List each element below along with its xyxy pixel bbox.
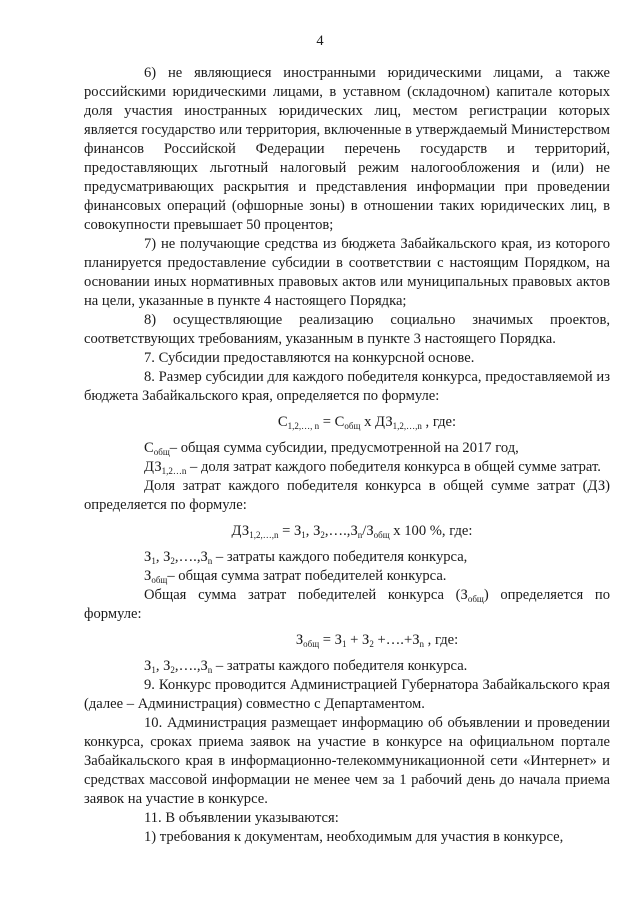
formula-subsidy: $С_{1,2,\dots, n} = С_{общ}$ х $ДЗ_{1,2,\dots,n}$ , где: xyxy=(277,414,457,431)
paragraph-clause-8: 8. Размер субсидии для каждого победителя конкурса, предоставляемой из бюджета Забайкальского края, определяется по формуле: xyxy=(84,369,610,404)
formula-total-costs: $З_{общ} = З_1 + З_2$ $+\dots.+З_n$ , где: xyxy=(295,632,459,649)
paragraph-list-item-1: 1) требования к документам, необходимым для участия в конкурсе, xyxy=(144,829,564,845)
definition-dz: $ДЗ_{1,2\dots n}$ – доля затрат каждого победителя конкурса в общей сумме затрат. xyxy=(144,459,601,476)
paragraph-clause-7: 7. Субсидии предоставляются на конкурсной основе. xyxy=(144,350,475,366)
document-body xyxy=(84,64,610,847)
definition-z-list-2: $З_1$, $З_2,\dots.,З_n$ – затраты каждого победителя конкурса. xyxy=(144,658,468,675)
paragraph-dz-intro: Доля затрат каждого победителя конкурса в общей сумме затрат (ДЗ) определяется по формуле: xyxy=(84,478,610,513)
paragraph-clause-11: 11. В объявлении указываются: xyxy=(144,810,339,826)
paragraph-z-total-intro: Общая сумма затрат победителей конкурса $(З_{общ})$ определяется по формуле: xyxy=(84,587,610,622)
page-number: 4 xyxy=(316,33,324,49)
paragraph-item-7: 7) не получающие средства из бюджета Забайкальского края, из которого планируется предоставление субсидии в соответствии с настоящим Порядком, на основании иных нормативных правовых актов или муниципальных правовых актов на цели, указанные в пункте 4 настоящего Порядка; xyxy=(84,236,610,309)
paragraph-item-8: 8) осуществляющие реализацию социально значимых проектов, соответствующих требованиям, указанным в пункте 3 настоящего Порядка. xyxy=(84,312,610,347)
paragraph-item-6: 6) не являющиеся иностранными юридическими лицами, а также российскими юридическими лицами, в уставном (складочном) капитале которых доля участия иностранных юридических лиц, местом регистрации которых является государство или территория, включенные в утверждаемый Министерством финансов Российской Федерации перечень государств и территорий, предоставляющих льготный налоговый режим налогообложения и (или) не предусматривающих раскрытия и представления информации при проведении финансовых операций (офшорные зоны) в отношении таких юридических лиц, в совокупности превышает 50 процентов; xyxy=(84,65,610,233)
paragraph-clause-10: 10. Администрация размещает информацию об объявлении и проведении конкурса, сроках приема заявок на участие в конкурсе на официальном портале Забайкальского края в информационно-телекоммуникационной сети «Интернет» и средствах массовой информации не менее чем за 1 рабочий день до начала приема заявок на участие в конкурсе. xyxy=(84,715,610,807)
definition-z-list: $З_1$, $З_2,\dots.,З_n$ – затраты каждого победителя конкурса, xyxy=(144,549,468,566)
formula-share: $ДЗ_{1,2,\dots,n} = З_1$, $З_2,\dots.,З_n/З_{общ}$ х 100 %, где: xyxy=(231,523,473,540)
definition-c-total: $С_{общ}-$ общая сумма субсидии, предусмотренной на 2017 год, xyxy=(144,440,519,457)
definition-z-total: $З_{общ}-$ общая сумма затрат победителей конкурса. xyxy=(144,568,447,585)
paragraph-clause-9: 9. Конкурс проводится Администрацией Губернатора Забайкальского края (далее – Администрация) совместно с Департаментом. xyxy=(84,677,610,712)
